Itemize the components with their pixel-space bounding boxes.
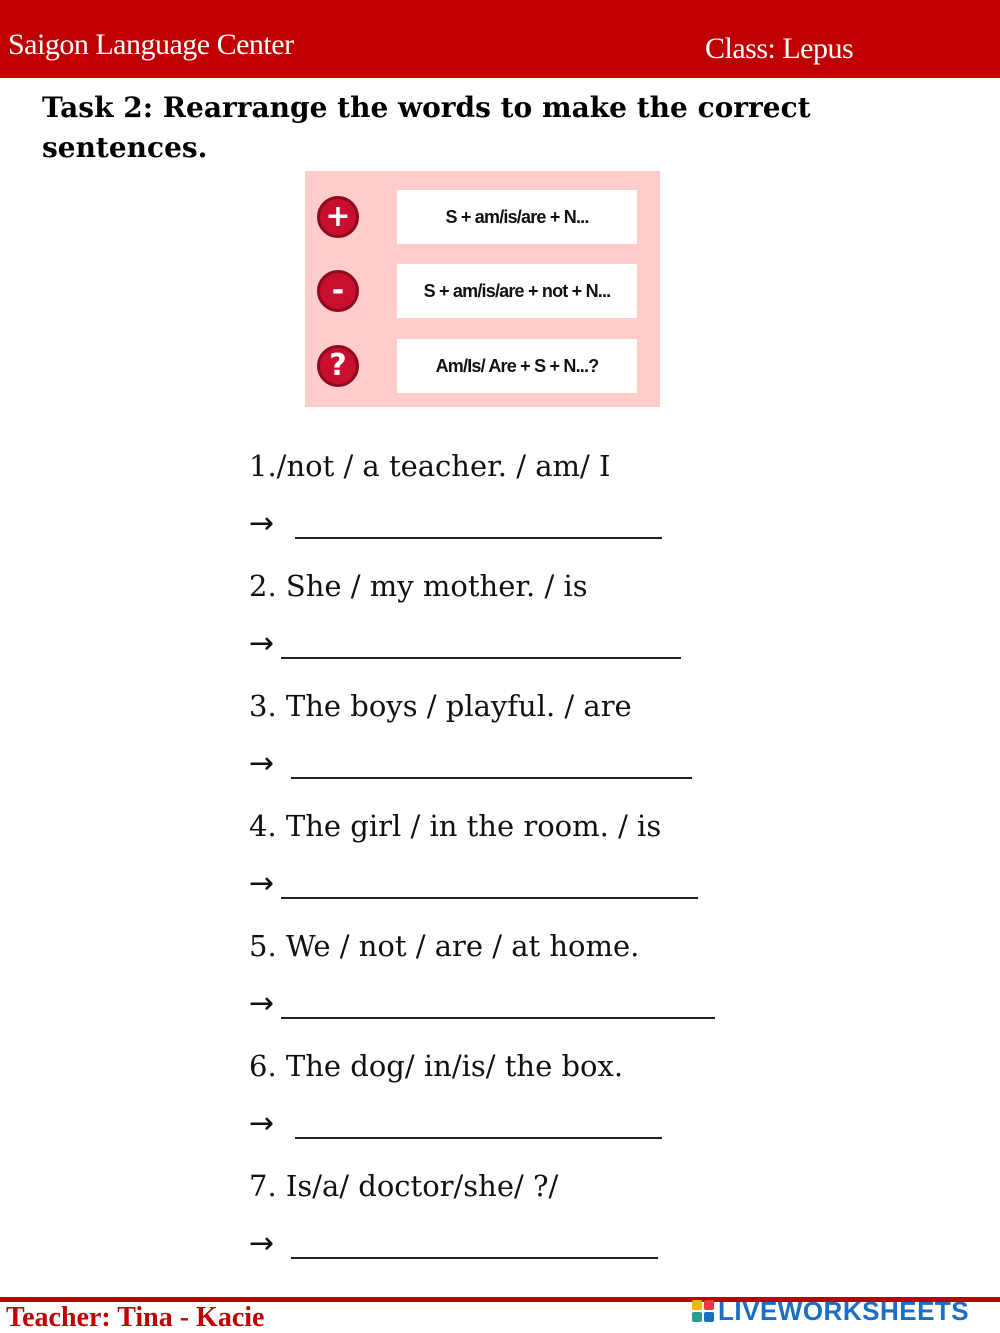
formula-affirmative: S + am/is/are + N... — [397, 190, 637, 244]
exercise-4-answer[interactable] — [249, 864, 709, 904]
answer-blank[interactable] — [281, 1017, 715, 1019]
exercise-2-prompt: 2. She / my mother. / is — [249, 569, 588, 603]
arrow-icon: → — [249, 986, 275, 1021]
exercise-3-prompt: 3. The boys / playful. / are — [249, 689, 632, 723]
liveworksheets-icon — [692, 1300, 714, 1322]
formula-question: Am/Is/ Are + S + N...? — [397, 339, 637, 393]
grammar-row-question — [305, 339, 660, 393]
grammar-box — [305, 171, 660, 407]
minus-icon: - — [317, 270, 359, 312]
exercise-6-prompt: 6. The dog/ in/is/ the box. — [249, 1049, 624, 1083]
exercise-6-answer[interactable] — [249, 1104, 669, 1144]
grammar-row-affirmative — [305, 190, 660, 244]
exercise-1-answer[interactable] — [249, 504, 669, 544]
exercise-1-prompt: 1./not / a teacher. / am/ I — [249, 449, 611, 483]
header-bar — [0, 0, 1000, 78]
exercise-4-prompt: 4. The girl / in the room. / is — [249, 809, 662, 843]
arrow-icon: → — [249, 1106, 275, 1141]
teacher-name: Teacher: Tina - Kacie — [6, 1302, 265, 1333]
arrow-icon: → — [249, 866, 275, 901]
arrow-icon: → — [249, 1226, 275, 1261]
answer-blank[interactable] — [295, 1137, 662, 1139]
school-name: Saigon Language Center — [8, 28, 294, 61]
liveworksheets-brand: LIVEWORKSHEETS — [718, 1295, 970, 1326]
liveworksheets-logo[interactable] — [692, 1297, 992, 1325]
formula-negative: S + am/is/are + not + N... — [397, 264, 637, 318]
question-icon: ? — [317, 345, 359, 387]
answer-blank[interactable] — [291, 777, 692, 779]
answer-blank[interactable] — [295, 537, 662, 539]
exercise-5-prompt: 5. We / not / are / at home. — [249, 929, 640, 963]
plus-icon: + — [317, 196, 359, 238]
exercise-3-answer[interactable] — [249, 744, 699, 784]
answer-blank[interactable] — [291, 1257, 658, 1259]
exercise-5-answer[interactable] — [249, 984, 724, 1024]
grammar-row-negative — [305, 264, 660, 318]
exercise-2-answer[interactable] — [249, 624, 689, 664]
exercise-7-answer[interactable] — [249, 1224, 669, 1264]
task-title: Task 2: Rearrange the words to make the correct sentences. — [42, 91, 811, 164]
arrow-icon: → — [249, 626, 275, 661]
class-name: Class: Lepus — [705, 32, 854, 65]
answer-blank[interactable] — [281, 657, 681, 659]
arrow-icon: → — [249, 746, 275, 781]
answer-blank[interactable] — [281, 897, 698, 899]
arrow-icon: → — [249, 506, 275, 541]
exercise-7-prompt: 7. Is/a/ doctor/she/ ?/ — [249, 1169, 559, 1203]
